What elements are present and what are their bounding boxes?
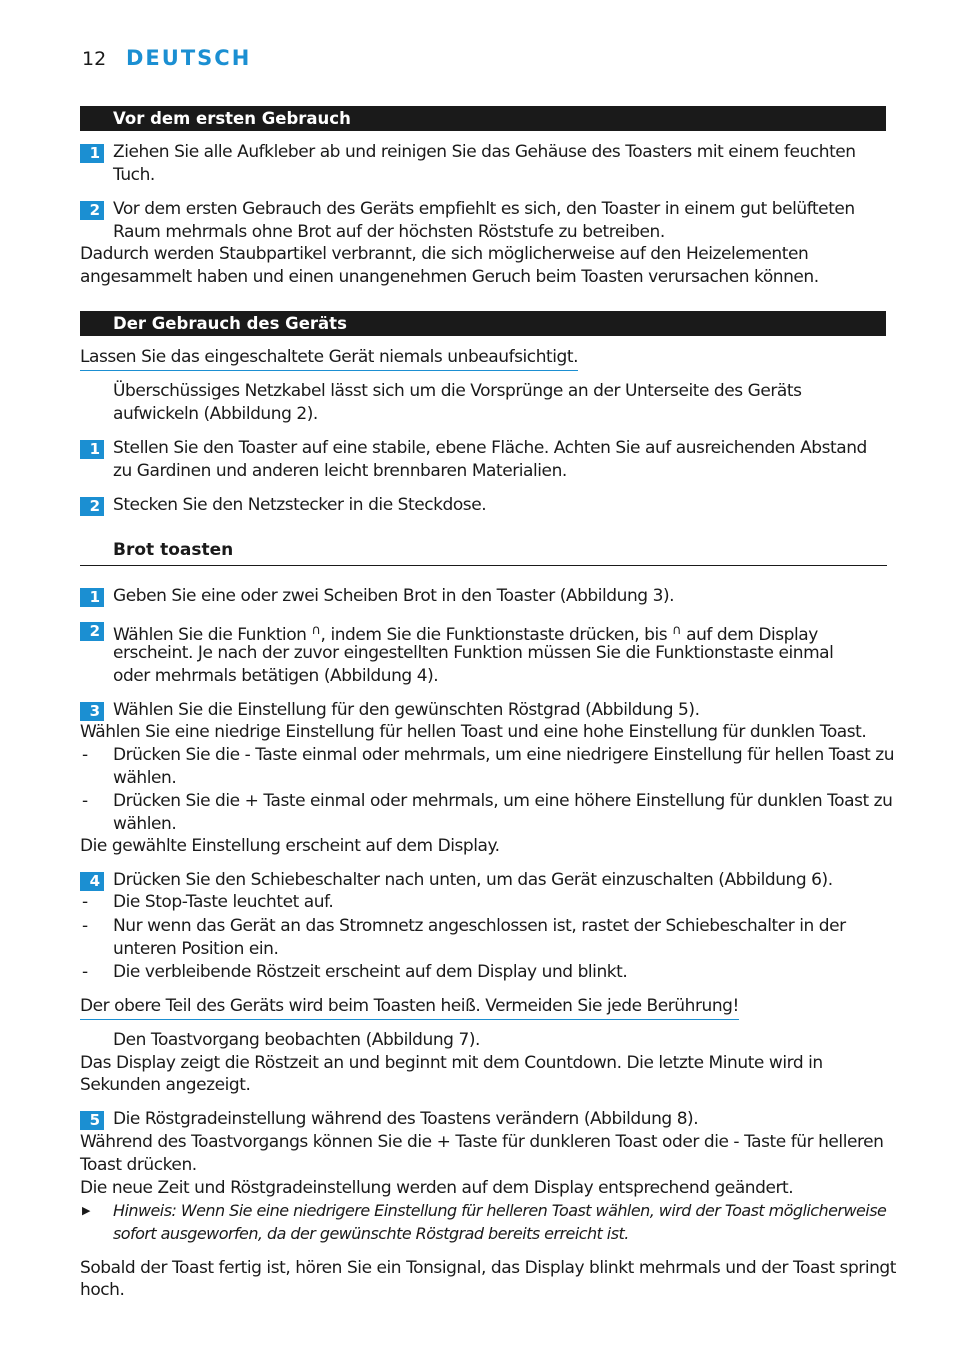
- step-number-badge: 2: [80, 201, 104, 220]
- bullet-dash: -: [82, 745, 89, 765]
- step-text: Die Röstgradeinstellung während des Toastens verändern (Abbildung 8).: [113, 1109, 699, 1129]
- paragraph-text: Die neue Zeit und Röstgradeinstellung werden auf dem Display entsprechend geändert.: [80, 1178, 794, 1198]
- step-text: Stecken Sie den Netzstecker in die Steckdose.: [113, 495, 487, 515]
- paragraph-text: Wählen Sie eine niedrige Einstellung für hellen Toast und eine hohe Einstellung für dunklen Toast.: [80, 722, 867, 742]
- paragraph-text: Das Display zeigt die Röstzeit an und beginnt mit dem Countdown. Die letzte Minute wird in: [80, 1053, 823, 1073]
- bullet-text: Drücken Sie die - Taste einmal oder mehrmals, um eine niedrigere Einstellung für hellen Toast zu: [113, 745, 895, 765]
- bullet-text: Nur wenn das Gerät an das Stromnetz angeschlossen ist, rastet der Schiebeschalter in der: [113, 916, 846, 936]
- step-text: oder mehrmals betätigen (Abbildung 4).: [113, 666, 439, 686]
- step-number-badge: 2: [80, 497, 104, 516]
- step-number-badge: 1: [80, 588, 104, 607]
- bullet-text: wählen.: [113, 768, 177, 788]
- bullet-text: unteren Position ein.: [113, 939, 279, 959]
- bullet-text: Drücken Sie die + Taste einmal oder mehrmals, um eine höhere Einstellung für dunklen Toast zu: [113, 791, 893, 811]
- note-text: sofort ausgeworfen, da der gewünschte Röstgrad bereits erreicht ist.: [113, 1224, 629, 1243]
- step-text: Raum mehrmals ohne Brot auf der höchsten Röststufe zu betreiben.: [113, 222, 665, 242]
- paragraph-text: hoch.: [80, 1280, 125, 1300]
- step-text: erscheint. Je nach der zuvor eingestellten Funktion müssen Sie die Funktionstaste einmal: [113, 643, 834, 663]
- paragraph-text: Dadurch werden Staubpartikel verbrannt, die sich möglicherweise auf den Heizelementen: [80, 244, 809, 264]
- step-text: Drücken Sie den Schiebeschalter nach unten, um das Gerät einzuschalten (Abbildung 6).: [113, 870, 833, 890]
- paragraph-text: Während des Toastvorgangs können Sie die + Taste für dunkleren Toast oder die - Taste für helleren: [80, 1132, 884, 1152]
- step-text: Ziehen Sie alle Aufkleber ab und reinigen Sie das Gehäuse des Toasters mit einem feuchten: [113, 142, 856, 162]
- step-text-part: Wählen Sie die Funktion: [113, 625, 312, 645]
- step-text: zu Gardinen und anderen leicht brennbaren Materialien.: [113, 461, 567, 481]
- warning-text: Der obere Teil des Geräts wird beim Toasten heiß. Vermeiden Sie jede Berührung!: [80, 995, 739, 1020]
- bullet-text: Die verbleibende Röstzeit erscheint auf dem Display und blinkt.: [113, 962, 628, 982]
- paragraph-text: Die gewählte Einstellung erscheint auf dem Display.: [80, 836, 500, 856]
- step-number-badge: 1: [80, 440, 104, 459]
- triangle-bullet-icon: ▶: [82, 1204, 91, 1217]
- bullet-text: wählen.: [113, 814, 177, 834]
- paragraph-text: angesammelt haben und einen unangenehmen Geruch beim Toasten verursachen können.: [80, 267, 819, 287]
- step-number-badge: 2: [80, 622, 104, 641]
- warning-text: Lassen Sie das eingeschaltete Gerät niemals unbeaufsichtigt.: [80, 346, 578, 371]
- paragraph-text: Sobald der Toast fertig ist, hören Sie ein Tonsignal, das Display blinkt mehrmals und der Toast springt: [80, 1258, 896, 1278]
- step-text-part: auf dem Display: [681, 625, 818, 645]
- paragraph-text: Sekunden angezeigt.: [80, 1075, 251, 1095]
- step-text: Tuch.: [113, 165, 155, 185]
- step-number-badge: 4: [80, 872, 104, 891]
- step-text-part: , indem Sie die Funktionstaste drücken, bis: [320, 625, 673, 645]
- paragraph-text: Toast drücken.: [80, 1155, 197, 1175]
- step-number-badge: 1: [80, 144, 104, 163]
- bullet-text: Die Stop-Taste leuchtet auf.: [113, 892, 334, 912]
- section-title-first-use: Vor dem ersten Gebrauch: [80, 106, 886, 131]
- paragraph-text: Den Toastvorgang beobachten (Abbildung 7).: [113, 1030, 480, 1050]
- bullet-dash: -: [82, 916, 89, 936]
- bullet-dash: -: [82, 892, 89, 912]
- step-number-badge: 3: [80, 702, 104, 721]
- toast-function-icon: ∩: [672, 623, 682, 638]
- language-heading: DEUTSCH: [126, 46, 252, 70]
- page-number: 12: [82, 48, 107, 70]
- tip-text: Überschüssiges Netzkabel lässt sich um die Vorsprünge an der Unterseite des Geräts: [113, 381, 802, 401]
- step-number-badge: 5: [80, 1111, 104, 1130]
- bullet-dash: -: [82, 962, 89, 982]
- step-text: Stellen Sie den Toaster auf eine stabile, ebene Fläche. Achten Sie auf ausreichenden Abstand: [113, 438, 867, 458]
- section-title-usage: Der Gebrauch des Geräts: [80, 311, 886, 336]
- tip-text: aufwickeln (Abbildung 2).: [113, 404, 318, 424]
- subsection-rule: [80, 565, 887, 566]
- subsection-title-toasting: Brot toasten: [113, 540, 234, 560]
- step-text: Vor dem ersten Gebrauch des Geräts empfiehlt es sich, den Toaster in einem gut belüfteten: [113, 199, 855, 219]
- bullet-dash: -: [82, 791, 89, 811]
- step-text: Wählen Sie die Einstellung für den gewünschten Röstgrad (Abbildung 5).: [113, 700, 700, 720]
- step-text: Geben Sie eine oder zwei Scheiben Brot in den Toaster (Abbildung 3).: [113, 586, 675, 606]
- note-text: Hinweis: Wenn Sie eine niedrigere Einstellung für helleren Toast wählen, wird der Toast möglicherweise: [113, 1201, 887, 1220]
- toast-function-icon: ∩: [311, 623, 321, 638]
